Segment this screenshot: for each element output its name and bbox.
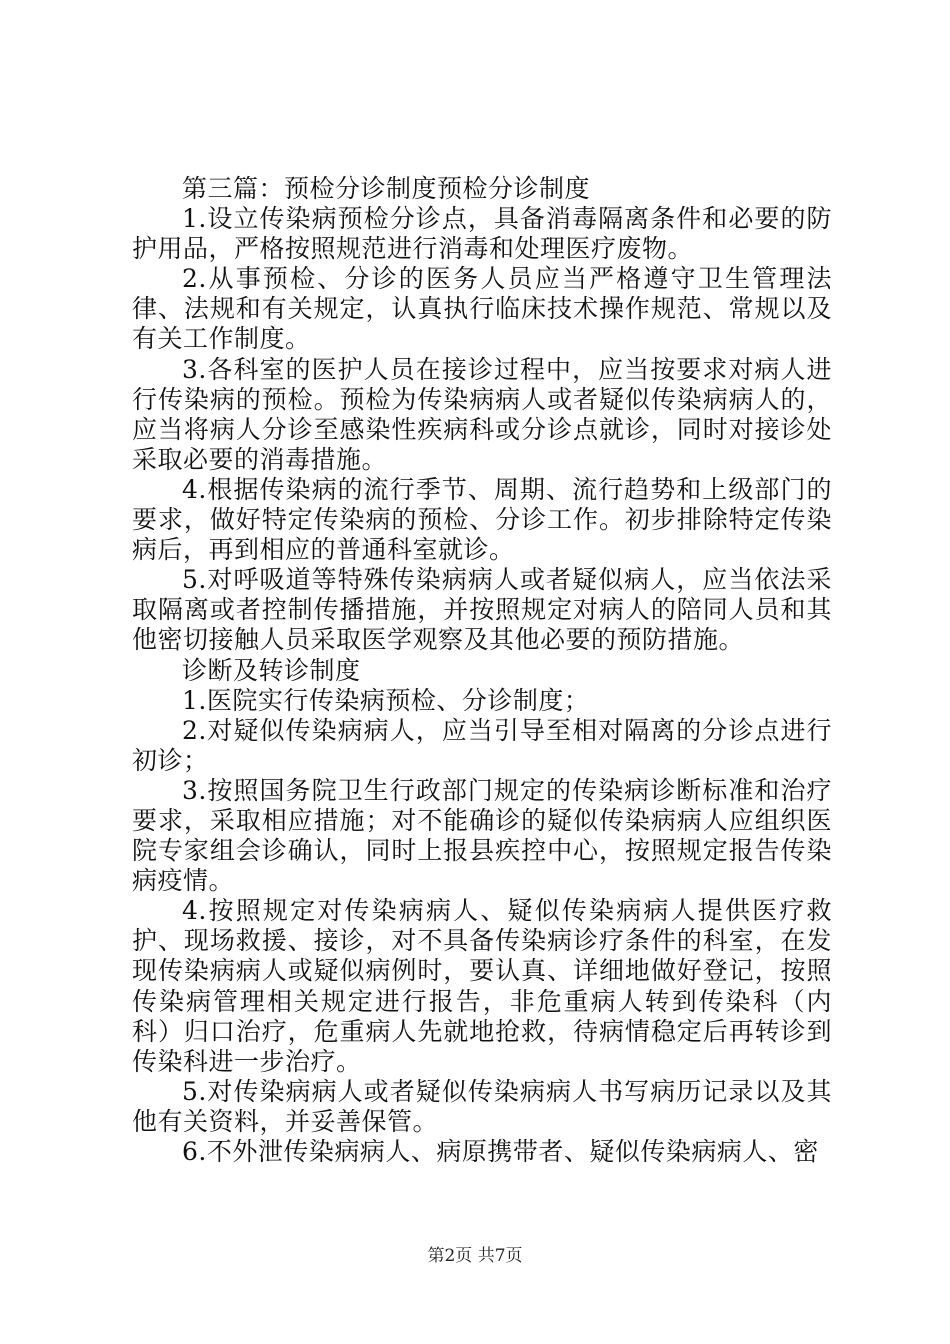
paragraph: 6.不外泄传染病病人、病原携带者、疑似传染病病人、密 <box>182 1137 819 1166</box>
paragraph: 1.设立传染病预检分诊点，具备消毒隔离条件和必要的防护用品，严格按照规范进行消毒和处理医疗废物。 <box>132 204 832 264</box>
paragraph: 2.从事预检、分诊的医务人员应当严格遵守卫生管理法律、法规和有关规定，认真执行临床技术操作规范、常规以及有关工作制度。 <box>132 264 832 354</box>
paragraph: 3.按照国务院卫生行政部门规定的传染病诊断标准和治疗要求，采取相应措施；对不能确诊的疑似传染病病人应组织医院专家组会诊确认，同时上报县疾控中心，按照规定报告传染病疫情。 <box>132 775 832 896</box>
section-heading: 诊断及转诊制度 <box>182 655 361 685</box>
paragraph: 5.对呼吸道等特殊传染病病人或者疑似病人，应当依法采取隔离或者控制传播措施，并按照规定对病人的陪同人员和其他密切接触人员采取医学观察及其他必要的预防措施。 <box>132 565 832 655</box>
paragraph: 4.根据传染病的流行季节、周期、流行趋势和上级部门的要求，做好特定传染病的预检、分诊工作。初步排除特定传染病后，再到相应的普通科室就诊。 <box>132 474 832 565</box>
paragraph: 1.医院实行传染病预检、分诊制度； <box>182 685 590 715</box>
paragraph: 3.各科室的医护人员在接诊过程中，应当按要求对病人进行传染病的预检。预检为传染病病人或者疑似传染病病人的，应当将病人分诊至感染性疾病科或分诊点就诊，同时对接诊处采取必要的消毒措施。 <box>132 354 832 474</box>
page-footer <box>0 1241 950 1266</box>
paragraph: 2.对疑似传染病病人，应当引导至相对隔离的分诊点进行初诊； <box>132 715 832 775</box>
page-number: 第2页 共7页 <box>427 1246 523 1266</box>
document-body <box>132 174 832 1167</box>
paragraph: 5.对传染病病人或者疑似传染病病人书写病历记录以及其他有关资料，并妥善保管。 <box>132 1076 832 1136</box>
paragraph: 4.按照规定对传染病病人、疑似传染病病人提供医疗救护、现场救援、接诊，对不具备传染病诊疗条件的科室，在发现传染病病人或疑似病例时，要认真、详细地做好登记，按照传染病管理相关规定进行报告，非危重病人转到传染科（内科）归口治疗，危重病人先就地抢救，待病情稳定后再转诊到传染科进一步治疗。 <box>132 896 832 1076</box>
section-heading: 第三篇：预检分诊制度预检分诊制度 <box>182 174 591 203</box>
